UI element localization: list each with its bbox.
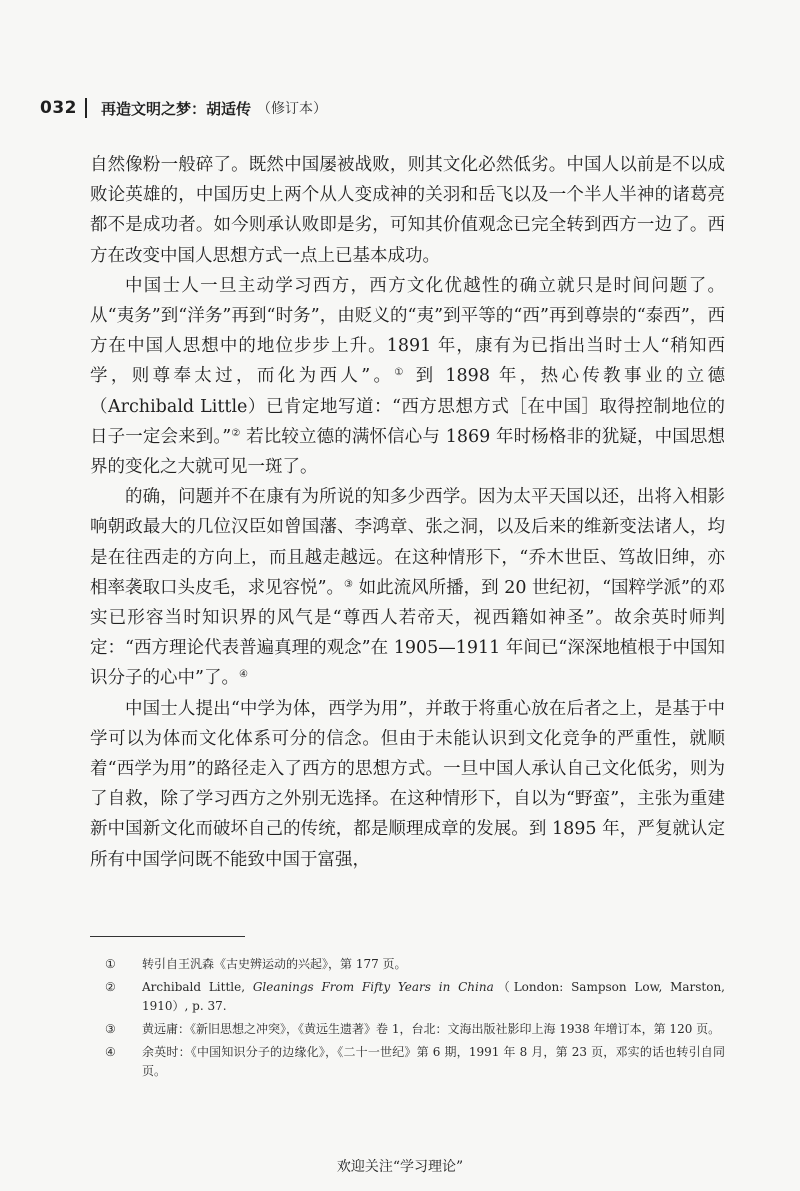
book-title: 再造文明之梦：胡适传: [101, 99, 252, 118]
paragraph-2-part-b: 到 1898 年，热心传教事业的立德（Archibald Little）已肯定地写道：“西方思想方式［在中国］取得控制地位的日子一定会来到。”: [90, 366, 725, 447]
footnote-author: Archibald Little,: [142, 980, 253, 994]
footnote-mark: ③: [105, 1022, 116, 1036]
footnote-4: [105, 1043, 725, 1081]
footnote-book-title: Gleanings From Fifty Years in China: [252, 980, 494, 994]
paragraph-2-part-a: 中国士人一旦主动学习西方，西方文化优越性的确立就只是时间问题了。从“夷务”到“洋务”再到“时务”，由贬义的“夷”到平等的“西”再到尊崇的“泰西”，西方在中国人思想中的地位步步上升。1891 年，康有为已指出当时士人“稍知西学，则尊奉太过，而化为西人”。: [90, 275, 725, 387]
footnote-text: [142, 978, 725, 1016]
footnote-ref-4[interactable]: ④: [238, 669, 248, 681]
footnotes: [105, 955, 725, 1085]
footnote-mark: ①: [105, 957, 116, 971]
page-footer: 欢迎关注“学习理论”: [336, 1159, 464, 1175]
footnote-separator: [90, 936, 245, 937]
paragraph-1: 自然像粉一般碎了。既然中国屡被战败，则其文化必然低劣。中国人以前是不以成败论英雄的，中国历史上两个从人变成神的关羽和岳飞以及一个半人半神的诸葛亮都不是成功者。如今则承认败即是劣，可知其价值观念已完全转到西方一边了。西方在改变中国人思想方式一点上已基本成功。: [90, 155, 725, 266]
paragraph-2-part-c: 若比较立德的满怀信心与 1869 年时杨格非的犹疑，中国思想界的变化之大就可见一斑了。: [90, 426, 725, 478]
paragraph-3: [90, 482, 725, 693]
header-divider: [85, 98, 87, 118]
footnote-text: 余英时：《中国知识分子的边缘化》，《二十一世纪》第 6 期，1991 年 8 月，第 23 页，邓实的话也转引自同页。: [142, 1045, 725, 1078]
footnote-1: [105, 955, 725, 974]
footnote-text: 转引自王汎森《古史辨运动的兴起》，第 177 页。: [142, 957, 407, 971]
paragraph-3-part-a: 的确，问题并不在康有为所说的知多少西学。因为太平天国以还，出将入相影响朝政最大的几位汉臣如曾国藩、李鸿章、张之洞，以及后来的维新变法诸人，均是在往西走的方向上，而且越走越远。在这种情形下，“乔木世臣、笃故旧绅，亦相率袭取口头皮毛，求见容悦”。: [90, 487, 725, 598]
paragraph-4: 中国士人提出“中学为体，西学为用”，并敢于将重心放在后者之上，是基于中学可以为体而文化体系可分的信念。但由于未能认识到文化竞争的严重性，就顺着“西学为用”的路径走入了西方的思想方式。一旦中国人承认自己文化低劣，则为了自救，除了学习西方之外别无选择。在这种情形下，自以为“野蛮”，主张为重建新中国新文化而破坏自己的传统，都是顺理成章的发展。到 1895 年，严复就认定所有中国学问既不能致中国于富强，: [90, 698, 725, 870]
page-number: 032: [40, 98, 77, 118]
footnote-text: 黄远庸：《新旧思想之冲突》，《黄远生遗著》卷 1，台北：文海出版社影印上海 1938 年增订本，第 120 页。: [142, 1022, 721, 1036]
footnote-2: [105, 978, 725, 1016]
footnote-ref-1[interactable]: ①: [394, 367, 407, 379]
book-subtitle: （修订本）: [257, 101, 328, 117]
body-text: [90, 150, 725, 875]
footnote-ref-3[interactable]: ③: [344, 578, 354, 590]
paragraph-2: [90, 271, 725, 482]
footnote-mark: ②: [105, 980, 116, 994]
paragraph-3-part-b: 如此流风所播，到 20 世纪初，“国粹学派”的邓实已形容当时知识界的风气是“尊西人若帝天，视西籍如神圣”。故余英时师判定：“西方理论代表普遍真理的观念”在 1905—1911 年间已“深深地植根于中国知识分子的心中”了。: [90, 577, 726, 689]
footnote-publication: （London: Sampson Low, Marston, 1910）, p. 37.: [142, 980, 725, 1013]
footnote-3: [105, 1020, 725, 1039]
footnote-mark: ④: [105, 1045, 116, 1059]
running-header: [40, 94, 327, 122]
footnote-ref-2[interactable]: ②: [231, 427, 241, 439]
